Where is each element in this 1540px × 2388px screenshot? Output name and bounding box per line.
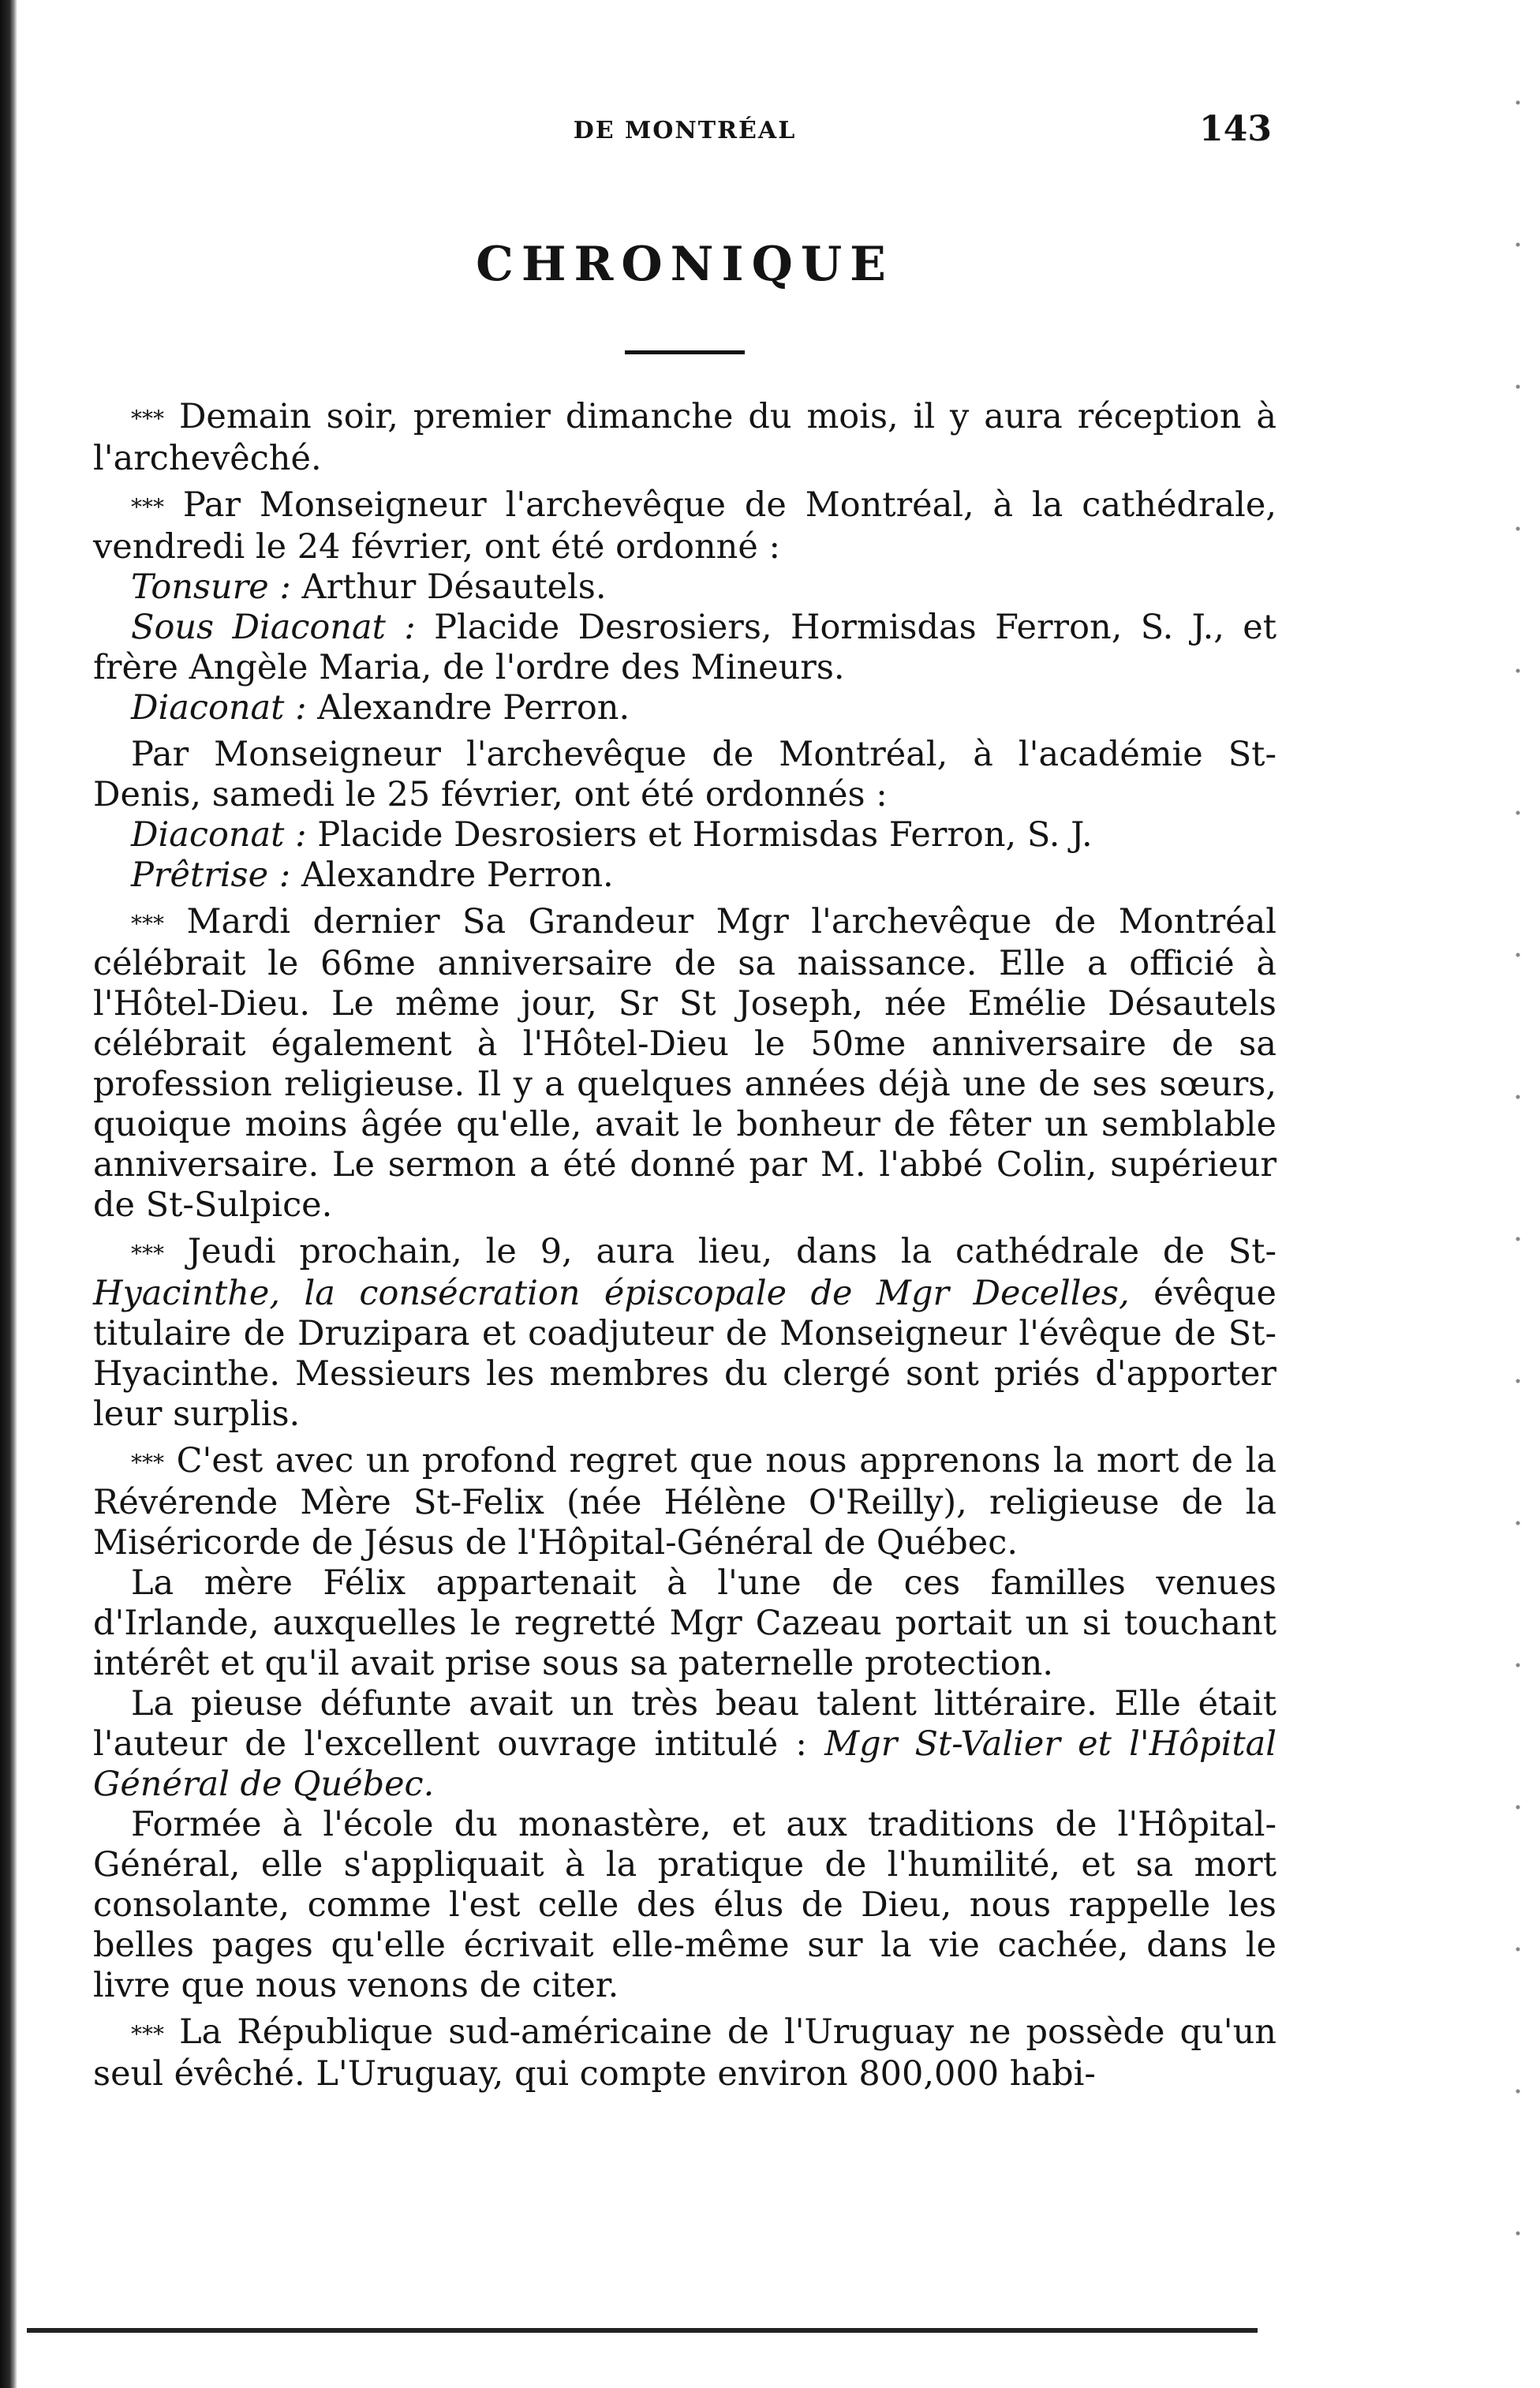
paragraph-pretrise: Prêtrise : Alexandre Perron. <box>131 855 614 895</box>
asterism: *** <box>131 1241 164 1267</box>
running-title: DE MONTRÉAL <box>573 117 797 144</box>
paragraph-formation: Formée à l'école du monastère, et aux traditions de l'Hôpital-Général, elle s'appliquait à la pratique de l'humilité, et sa mort consolante, comme l'est celle des élus de Dieu, nous rappelle les belles pages qu'elle écrivait elle-même sur la vie cachée, dans le livre que nous venons de citer. <box>93 1805 1276 2005</box>
paragraph-ordinations-academie: Par Monseigneur l'archevêque de Montréal, à l'académie St-Denis, samedi le 25 février, ont été ordonnés : <box>93 735 1276 814</box>
paragraph-reception: *** Demain soir, premier dimanche du mois, il y aura réception à l'archevêché. <box>93 397 1276 478</box>
page-binding-shadow <box>0 0 17 2388</box>
section-heading: CHRONIQUE <box>476 237 894 292</box>
paragraph-literary-talent: La pieuse défunte avait un très beau talent littéraire. Elle était l'auteur de l'excellent ouvrage intitulé : Mgr St-Valier et l'Hôpital Général de Québec. <box>93 1684 1276 1804</box>
paragraph-diaconat-1: Diaconat : Alexandre Perron. <box>131 688 630 728</box>
page-edge-specks <box>1502 32 1534 2360</box>
chronicle-body <box>93 397 1276 2094</box>
paragraph-mere-felix: La mère Félix appartenait à l'une de ces familles venues d'Irlande, auxquelles le regretté Mgr Cazeau portait un si touchant intérêt et qu'il avait prise sous sa paternelle protection. <box>93 1563 1276 1683</box>
page-number: 143 <box>1199 109 1272 149</box>
running-head <box>93 103 1276 158</box>
paragraph-obituary: *** C'est avec un profond regret que nous apprenons la mort de la Révérende Mère St-Felix (née Hélène O'Reilly), religieuse de la Miséricorde de Jésus de l'Hôpital-Général de Québec. <box>93 1441 1277 1563</box>
asterism: *** <box>131 406 164 432</box>
paragraph-consecration: *** Jeudi prochain, le 9, aura lieu, dans la cathédrale de St-Hyacinthe, la consécration épiscopale de Mgr Decelles, évêque titulaire de Druzipara et coadjuteur de Monseigneur l'évêque de St-Hyacinthe. Messieurs les membres du clergé sont priés d'apporter leur surplis. <box>93 1232 1276 1434</box>
book-title: Mgr St-Valier et l'Hôpital Général de Québec. <box>93 1724 1276 1804</box>
page <box>93 103 1276 2094</box>
asterism: *** <box>131 1450 164 1476</box>
asterism: *** <box>131 2021 164 2047</box>
paragraph-diaconat-2: Diaconat : Placide Desrosiers et Hormisdas Ferron, S. J. <box>131 815 1093 855</box>
asterism: *** <box>131 494 164 520</box>
paragraph-anniversary: *** Mardi dernier Sa Grandeur Mgr l'archevêque de Montréal célébrait le 66me anniversaire de sa naissance. Elle a officié à l'Hôtel-Dieu. Le même jour, Sr St Joseph, née Emélie Désautels célébrait également à l'Hôtel-Dieu le 50me anniversaire de sa profession religieuse. Il y a quelques années déjà une de ses sœurs, quoique moins âgée qu'elle, avait le bonheur de fêter un semblable anniversaire. Le sermon a été donné par M. l'abbé Colin, supérieur de St-Sulpice. <box>93 902 1276 1225</box>
heading-rule <box>625 350 745 354</box>
asterism: *** <box>131 911 164 937</box>
paragraph-uruguay: *** La République sud-américaine de l'Uruguay ne possède qu'un seul évêché. L'Uruguay, qui compte environ 800,000 habi- <box>93 2012 1276 2094</box>
paragraph-sous-diaconat: Sous Diaconat : Placide Desrosiers, Hormisdas Ferron, S. J., et frère Angèle Maria, de l'ordre des Mineurs. <box>93 608 1276 687</box>
bottom-rule <box>27 2328 1258 2333</box>
paragraph-tonsure: Tonsure : Arthur Désautels. <box>131 567 607 607</box>
paragraph-ordinations-cathedral: *** Par Monseigneur l'archevêque de Montréal, à la cathédrale, vendredi le 24 février, ont été ordonné : <box>93 485 1277 567</box>
